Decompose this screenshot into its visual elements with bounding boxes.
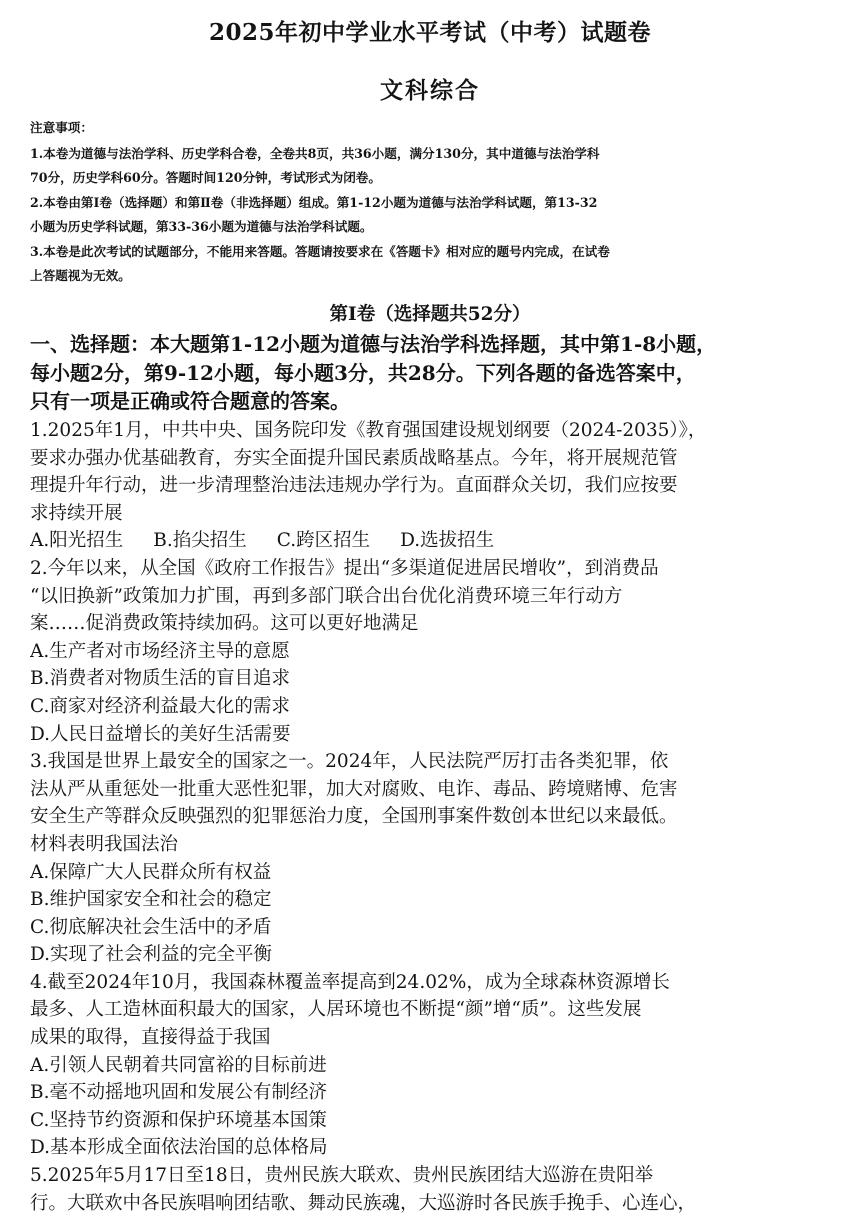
- question-1-stem-line: 理提升年行动，进一步清理整治违法违规办学行为。直面群众关切，我们应按要: [30, 475, 678, 497]
- question-3-option-d: D.实现了社会利益的完全平衡: [30, 944, 273, 966]
- instruction-line: 每小题2分，第9-12小题，每小题3分，共28分。下列各题的备选答案中，: [30, 360, 696, 385]
- question-3-option-c: C.彻底解决社会生活中的矛盾: [30, 916, 272, 938]
- question-3-stem-line: 3.我国是世界上最安全的国家之一。2024年，人民法院严厉打击各类犯罪，依: [30, 751, 669, 773]
- question-3-stem-line: 材料表明我国法治: [30, 833, 179, 855]
- question-4-stem-line: 成果的取得，直接得益于我国: [30, 1027, 271, 1049]
- notes-line: 3.本卷是此次考试的试题部分，不能用来答题。答题请按要求在《答题卡》相对应的题号内完成，在试卷: [30, 243, 610, 259]
- question-4-option-d: D.基本形成全面依法治国的总体格局: [30, 1137, 328, 1159]
- notes-line: 70分，历史学科60分。答题时间120分钟，考试形式为闭卷。: [30, 170, 381, 185]
- question-1-stem-line: 1.2025年1月，中共中央、国务院印发《教育强国建设规划纲要（2024-2035）》，: [30, 420, 707, 441]
- question-1-stem-line: 求持续开展: [30, 502, 123, 524]
- question-2-option-c: C.商家对经济利益最大化的需求: [30, 695, 290, 717]
- question-3-option-a: A.保障广大人民群众所有权益: [30, 861, 272, 883]
- question-1-option-b: B.掐尖招生: [153, 530, 247, 552]
- question-4-stem-line: 4.截至2024年10月，我国森林覆盖率提高到24.02%，成为全球森林资源增长: [30, 971, 670, 993]
- question-4-option-b: B.毫不动摇地巩固和发展公有制经济: [30, 1082, 327, 1104]
- question-2-option-d: D.人民日益增长的美好生活需要: [30, 723, 291, 745]
- section-title: 第Ⅰ卷（选择题共52分）: [329, 304, 531, 325]
- question-2-stem-line: 2.今年以来，从全国《政府工作报告》提出“多渠道促进居民增收”，到消费品: [30, 557, 659, 579]
- instruction-line: 只有一项是正确或符合题意的答案。: [30, 389, 350, 413]
- notes-line: 1.本卷为道德与法治学科、历史学科合卷，全卷共8页，共36小题，满分130分，其中道德与法治学科: [30, 145, 600, 161]
- instruction-line: 一、选择题：本大题第1-12小题为道德与法治学科选择题，其中第1-8小题，: [30, 332, 717, 356]
- question-3-stem-line: 安全生产等群众反映强烈的犯罪惩治力度，全国刑事案件数创本世纪以来最低。: [30, 806, 678, 828]
- notes-line: 2.本卷由第Ⅰ卷（选择题）和第Ⅱ卷（非选择题）组成。第1-12小题为道德与法治学科试题，第13-32: [30, 194, 598, 210]
- notes-line: 上答题视为无效。: [30, 268, 131, 283]
- question-4-stem-line: 最多、人工造林面积最大的国家，人居环境也不断提“颜”增“质”。这些发展: [30, 999, 642, 1021]
- exam-title: 2025年初中学业水平考试（中考）试题卷: [208, 19, 651, 46]
- question-2-stem-line: 案……促消费政策持续加码。这可以更好地满足: [30, 613, 419, 635]
- question-2-option-b: B.消费者对物质生活的盲目追求: [30, 668, 290, 690]
- question-5-stem-line: 5.2025年5月17日至18日，贵州民族大联欢、贵州民族团结大巡游在贵阳举: [30, 1165, 654, 1187]
- notes-section: [30, 116, 830, 289]
- question-1-option-c: C.跨区招生: [276, 530, 371, 552]
- questions-body: [30, 417, 830, 1217]
- question-3-option-b: B.维护国家安全和社会的稳定: [30, 889, 272, 911]
- question-1-options: [30, 527, 830, 555]
- question-5-stem-line: 行。大联欢中各民族唱响团结歌、舞动民族魂，大巡游时各民族手挽手、心连心，: [30, 1192, 697, 1214]
- question-1-stem-line: 要求办强办优基础教育，夯实全面提升国民素质战略基点。今年，将开展规范管: [30, 447, 678, 469]
- question-2-stem-line: “以旧换新”政策加力扩围，再到多部门联合出台优化消费环境三年行动方: [30, 585, 623, 607]
- question-2-option-a: A.生产者对市场经济主导的意愿: [30, 640, 290, 662]
- notes-heading: 注意事项：: [30, 120, 93, 135]
- question-1-option-d: D.选拔招生: [400, 530, 495, 552]
- question-4-option-a: A.引领人民朝着共同富裕的目标前进: [30, 1054, 327, 1076]
- question-3-stem-line: 法从严从重惩处一批重大恶性犯罪，加大对腐败、电诈、毒品、跨境赌博、危害: [30, 778, 678, 800]
- instructions: [30, 330, 830, 416]
- subject-title: 文科综合: [380, 77, 480, 104]
- notes-line: 小题为历史学科试题，第33-36小题为道德与法治学科试题。: [30, 219, 373, 234]
- question-1-option-a: A.阳光招生: [30, 530, 124, 552]
- question-4-option-c: C.坚持节约资源和保护环境基本国策: [30, 1109, 327, 1131]
